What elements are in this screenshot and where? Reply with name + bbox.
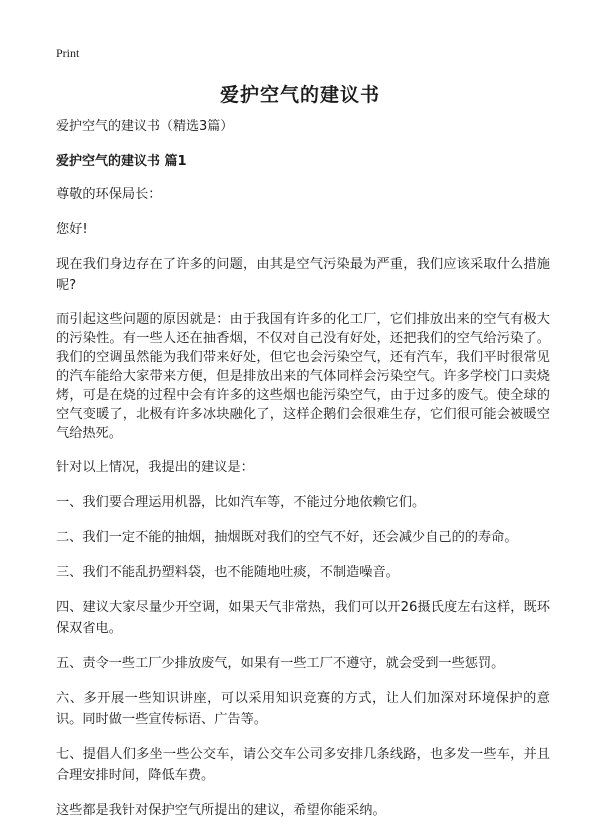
suggestion-4: 四、建议大家尽量少开空调，如果天气非常热，我们可以开26摄氏度左右这样，既环保双省电。 bbox=[56, 600, 550, 636]
document-subtitle: 爱护空气的建议书（精选3篇） bbox=[56, 119, 234, 134]
suggestion-1: 一、我们要合理运用机器，比如汽车等，不能过分地依赖它们。 bbox=[56, 495, 426, 510]
suggestion-6: 六、多开展一些知识讲座，可以采用知识竞赛的方式，让人们加深对环境保护的意识。同时做一些宣传标语、广告等。 bbox=[56, 691, 550, 727]
page-title: 爱护空气的建议书 bbox=[219, 84, 380, 106]
greeting: 您好! bbox=[56, 222, 88, 237]
suggestion-7: 七、提倡人们多坐一些公交车，请公交车公司多安排几条线路，也多发一些车，并且合理安排时间，降低车费。 bbox=[56, 747, 550, 783]
suggestion-2: 二、我们一定不能的抽烟，抽烟既对我们的空气不好，还会减少自己的的寿命。 bbox=[56, 530, 518, 545]
suggestion-5: 五、责令一些工厂少排放废气，如果有一些工厂不遵守，就会受到一些惩罚。 bbox=[56, 656, 505, 671]
section-heading: 爱护空气的建议书 篇1 bbox=[56, 154, 187, 169]
paragraph-question: 现在我们身边存在了许多的问题，由其是空气污染最为严重，我们应该采取什么措施呢? bbox=[56, 257, 550, 293]
closing-paragraph: 这些都是我针对保护空气所提出的建议，希望你能采纳。 bbox=[56, 803, 386, 818]
paragraph-intro-suggestions: 针对以上情况，我提出的建议是： bbox=[56, 460, 254, 475]
document-body bbox=[56, 118, 550, 835]
print-label: Print bbox=[56, 46, 80, 60]
suggestion-3: 三、我们不能乱扔塑料袋，也不能随地吐痰，不制造噪音。 bbox=[56, 565, 399, 580]
paragraph-causes: 而引起这些问题的原因就是：由于我国有许多的化工厂，它们排放出来的空气有极大的污染性。有一些人还在抽香烟，不仅对自己没有好处，还把我们的空气给污染了。我们的空调虽然能为我们带来好处，但它也会污染空气，还有汽车，我们平时很常见的汽车能给大家带来方便，但是排放出来的气体同样会污染空气。许多学校门口卖烧烤，可是在烧的过程中会有许多的这些烟也能污染空气，由于过多的废气。使全球的空气变暖了，北极有许多冰块融化了，这样企鹅们会很难生存，它们很可能会被暖空气给热死。 bbox=[56, 312, 550, 441]
salutation: 尊敬的环保局长： bbox=[56, 187, 162, 202]
